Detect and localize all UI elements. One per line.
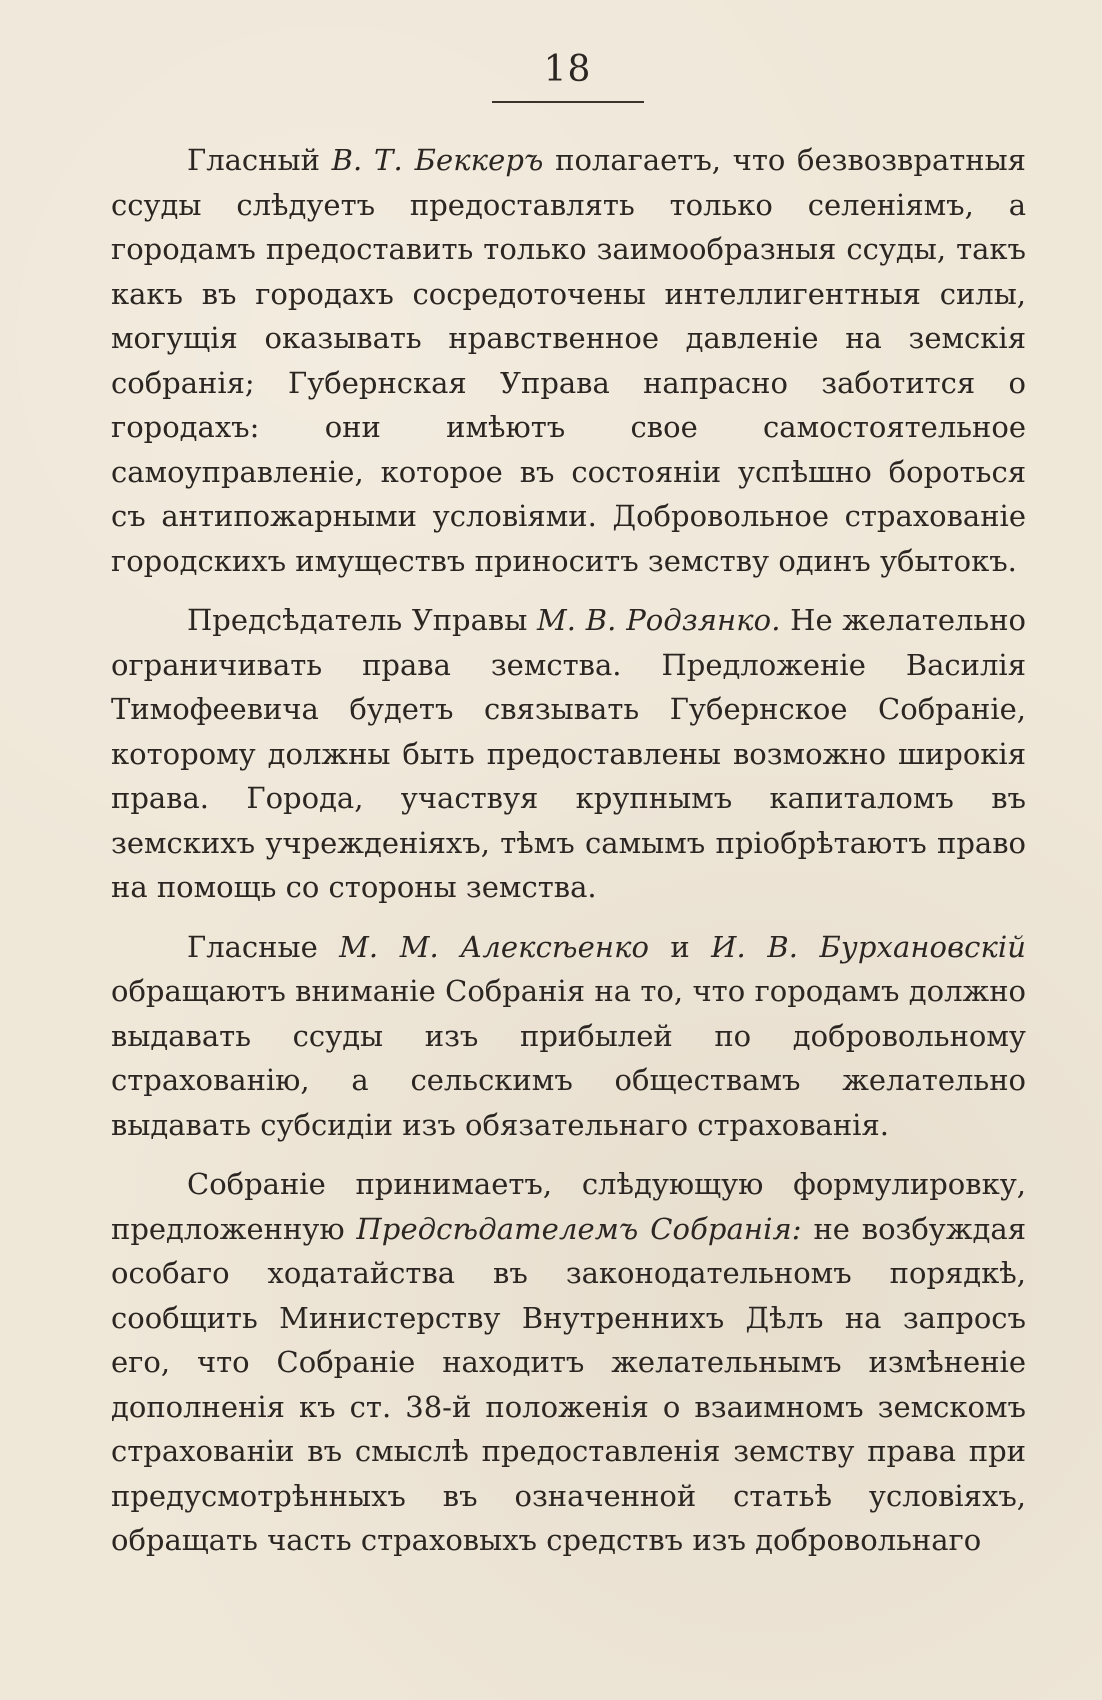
speaker-name: В. Т. Беккеръ	[331, 143, 544, 177]
paragraph-aleksienko-burkhanovsky	[111, 925, 1026, 1148]
paragraph-text: Гласные	[187, 929, 340, 964]
page-body	[111, 138, 1026, 1578]
speaker-name: М. М. Алексѣенко	[339, 929, 650, 964]
page-number: 18	[543, 49, 592, 90]
paragraph-text: Собраніе принимаетъ, слѣдующую формулировку, предложенную	[111, 1167, 1026, 1246]
paragraph-text: не возбуждая особаго ходатайства въ законодательномъ порядкѣ, сообщить Министерству Внутреннихъ Дѣлъ на запросъ его, что Собраніе находитъ желательнымъ измѣненіе дополненія къ ст. 38-й положенія о взаимномъ земскомъ страхованіи въ смыслѣ предоставленія земству права при предусмотрѣнныхъ въ означенной статьѣ условіяхъ, обращать часть страховыхъ средствъ изъ добровольнаго	[111, 1211, 1026, 1557]
speaker-name: И. В. Бурхановскій	[711, 929, 1027, 964]
paragraph-text: обращаютъ вниманіе Собранія на то, что городамъ должно выдавать ссуды изъ прибылей по добровольному страхованію, а сельскимъ обществамъ желательно выдавать субсидіи изъ обязательнаго страхованія.	[111, 974, 1026, 1142]
page-number-rule	[492, 101, 644, 103]
speaker-name: М. В. Родзянко.	[536, 603, 781, 637]
paragraph-text: Гласный	[187, 143, 332, 177]
paragraph-bekker	[111, 138, 1026, 583]
paragraph-text: Не желательно ограничивать права земства. Предложеніе Василія Тимофеевича будетъ связывать Губернское Собраніе, которому должны быть предоставлены возможно широкія права. Города, участвуя крупнымъ капиталомъ въ земскихъ учрежденіяхъ, тѣмъ самымъ пріобрѣтаютъ право на помощь со стороны земства.	[111, 603, 1026, 904]
paragraph-text: полагаетъ, что безвозвратныя ссуды слѣдуетъ предоставлять только селеніямъ, а городамъ предоставить только заимообразныя ссуды, такъ какъ въ городахъ сосредоточены интеллигентныя силы, могущія оказывать нравственное давленіе на земскія собранія; Губернская Управа напрасно заботится о городахъ: они имѣютъ свое самостоятельное самоуправленіе, которое въ состояніи успѣшно бороться съ антипожарными условіями. Добровольное страхованіе городскихъ имуществъ приноситъ земству одинъ убытокъ.	[111, 143, 1026, 578]
paragraph-connector: и	[649, 929, 712, 964]
speaker-name: Предсѣдателемъ Собранія:	[356, 1211, 802, 1246]
paragraph-assembly-formulation	[111, 1162, 1026, 1563]
paragraph-text: Предсѣдатель Управы	[187, 603, 537, 637]
paragraph-rodzianko	[111, 598, 1026, 910]
